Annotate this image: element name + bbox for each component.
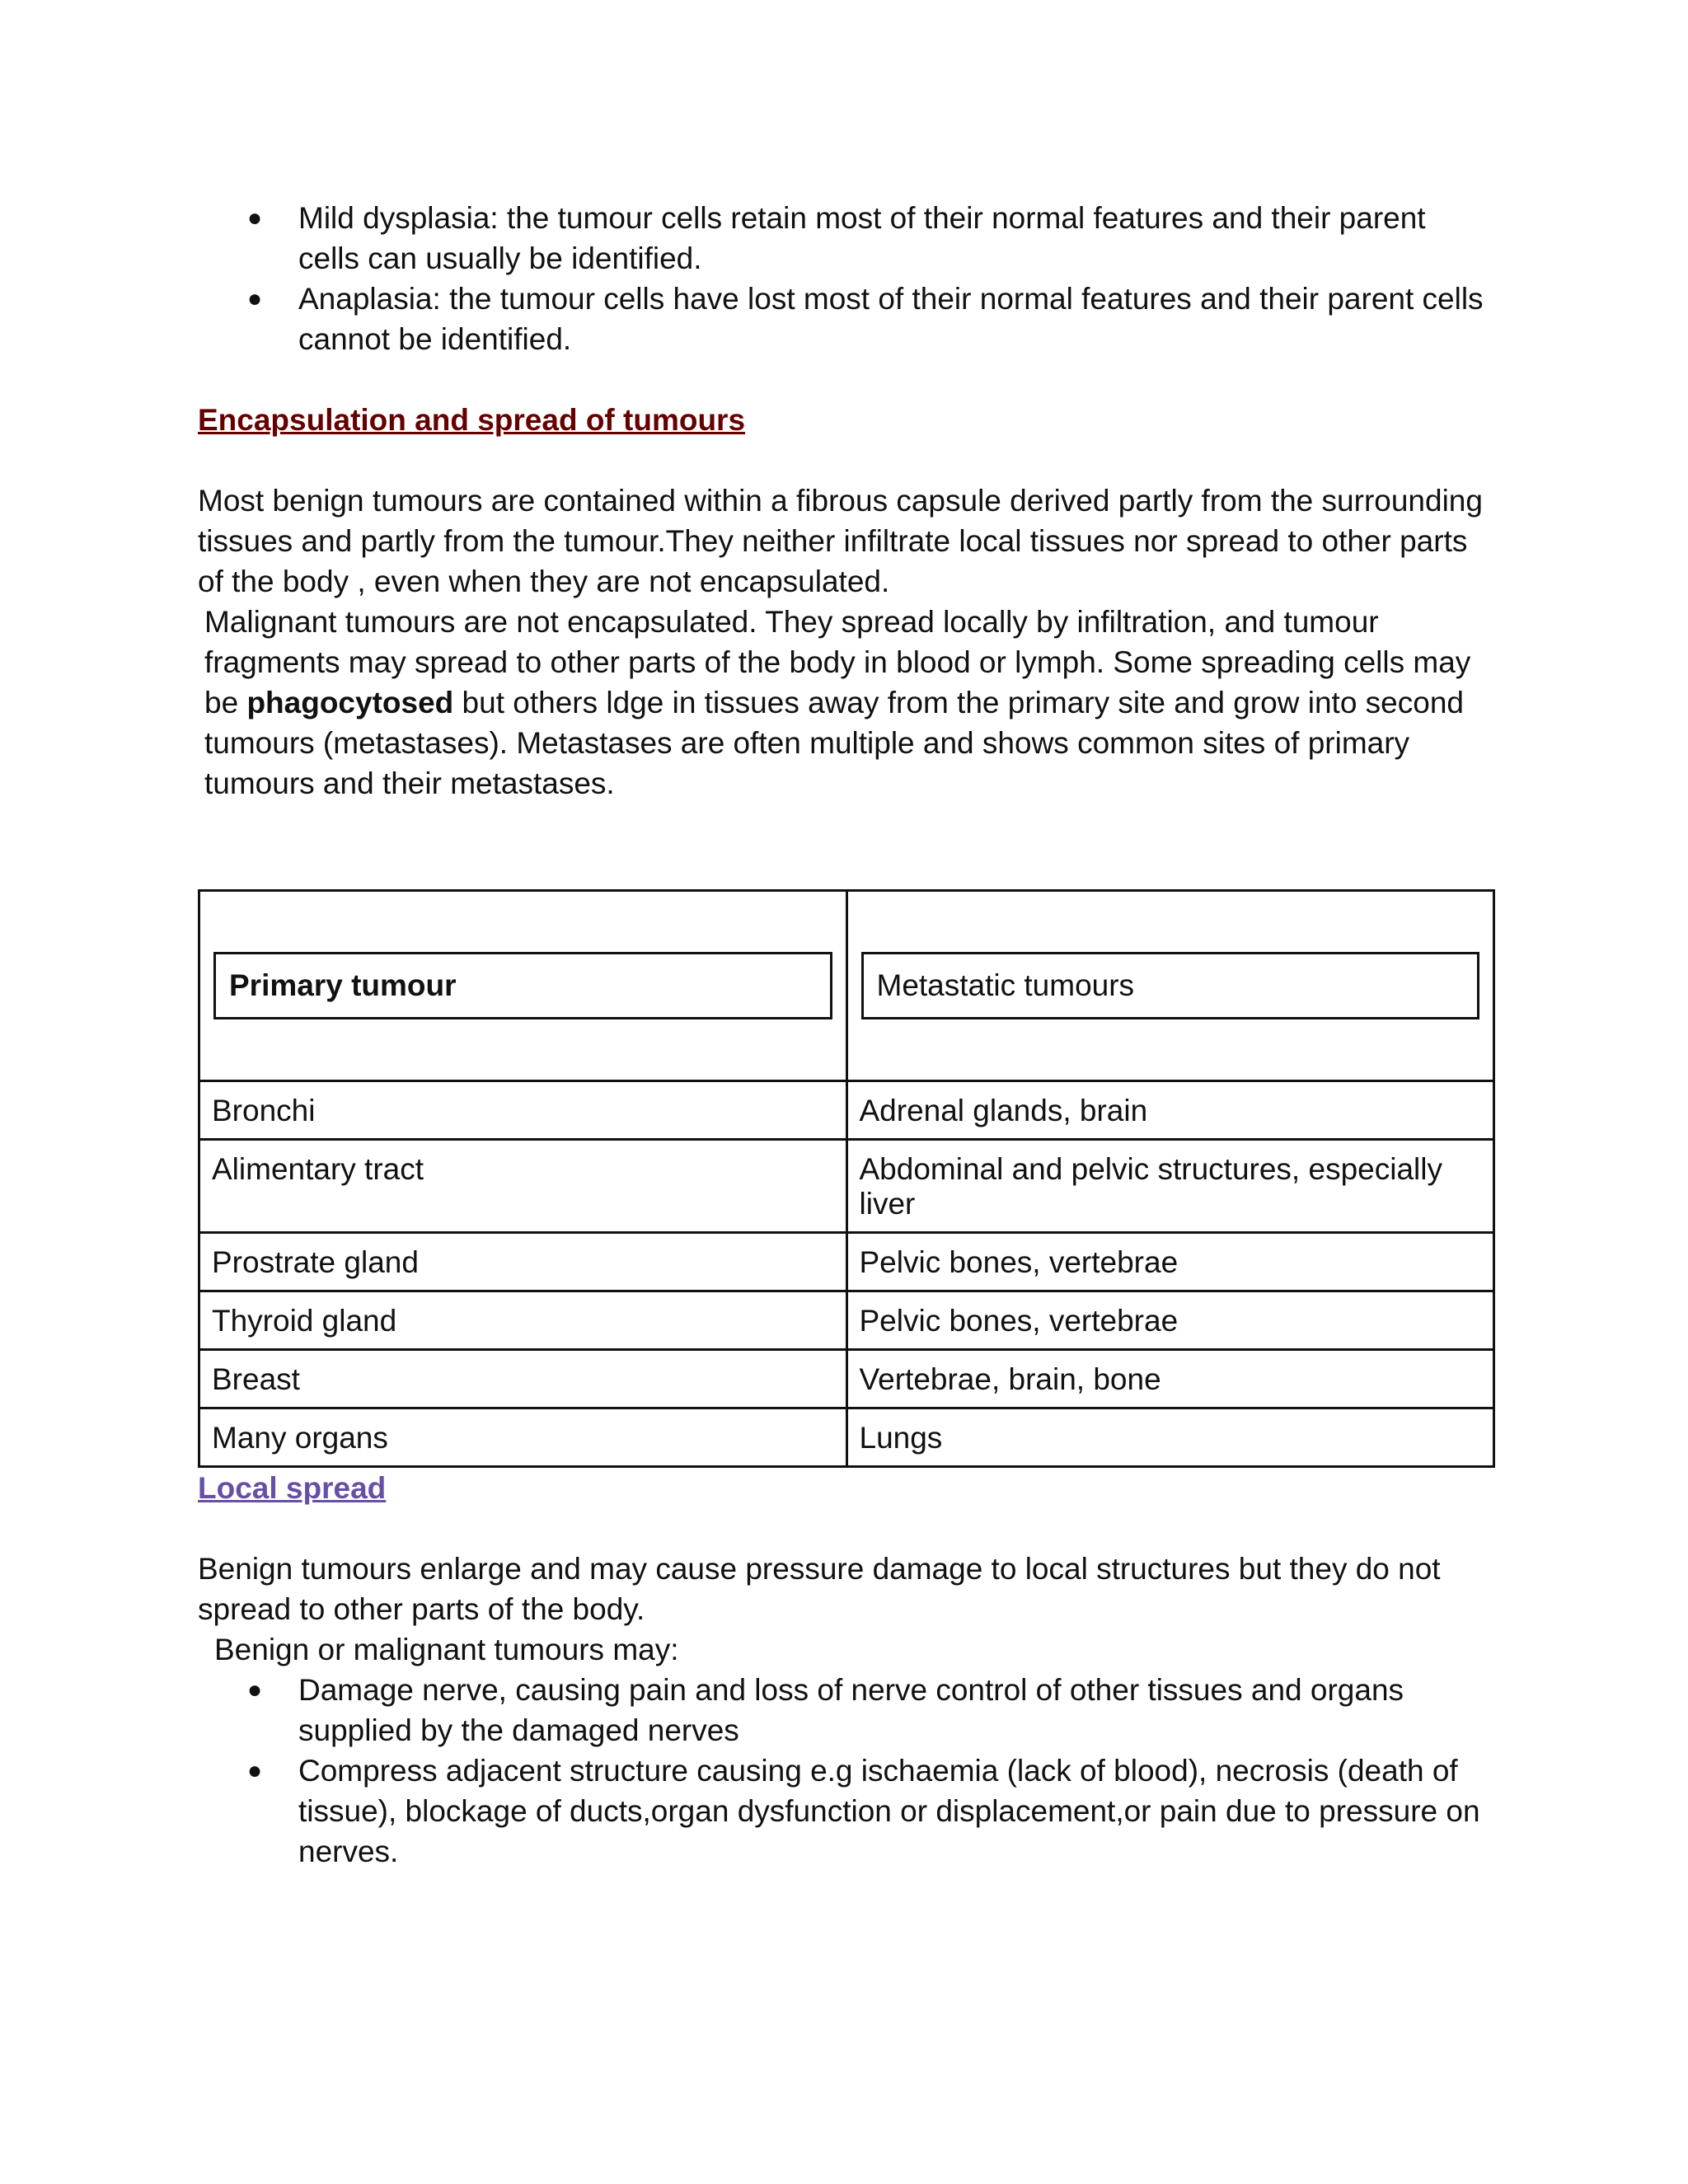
phagocytosed-term: phagocytosed [246,686,454,719]
table-row [199,1081,1494,1140]
table-cell-metastatic: Lungs [846,1408,1494,1467]
list-item [198,1750,1492,1872]
paragraph-text: Malignant tumours are not encapsulated. They spread locally by infiltration, and tumour fragments may spread to other parts of the body in blood or lymph. Some spreading cells may be [204,605,1471,719]
paragraph-benign-encapsulation: Most benign tumours are contained within a fibrous capsule derived partly from the surrounding tissues and partly from the tumour.They neither infiltrate local tissues nor spread to other parts of the body , even when they are not encapsulated. [198,484,1483,598]
table-header-row [199,891,1494,1081]
bullet-icon: ● [247,1676,263,1704]
table-row [199,1408,1494,1467]
table-cell-metastatic: Pelvic bones, vertebrae [846,1233,1494,1291]
paragraph-text: but others ldge in tissues away from the primary site and grow into second tumours (metastases). Metastases are often multiple and shows common sites of primary tumours and their metastases. [204,686,1464,800]
header-primary-tumour: Primary tumour [213,952,832,1019]
bullet-text: Compress adjacent structure causing e.g ischaemia (lack of blood), necrosis (death of tissue), blockage of ducts,organ dysfunction or displacement,or pain due to pressure on nerves. [298,1754,1480,1868]
metastasis-table [198,889,1495,1468]
table-cell-primary: Thyroid gland [199,1291,847,1350]
list-item [198,198,1492,279]
table-cell-metastatic: Adrenal glands, brain [846,1081,1494,1140]
local-effects-bullet-list [198,1670,1492,1872]
table-cell-primary: Prostrate gland [199,1233,847,1291]
bullet-icon: ● [247,204,263,232]
document-page [198,198,1492,1872]
table-row [199,1140,1494,1233]
table-row [199,1291,1494,1350]
bullet-text: Anaplasia: the tumour cells have lost most of their normal features and their parent cells cannot be identified. [298,282,1484,356]
table-header-cell [199,891,847,1081]
table-cell-metastatic: Pelvic bones, vertebrae [846,1291,1494,1350]
table-row [199,1233,1494,1291]
table-cell-primary: Breast [199,1350,847,1408]
table-cell-primary: Bronchi [199,1081,847,1140]
bullet-text: Mild dysplasia: the tumour cells retain most of their normal features and their parent cells can usually be identified. [298,201,1426,275]
section-heading-local-spread[interactable]: Local spread [198,1471,387,1505]
table-cell-metastatic: Vertebrae, brain, bone [846,1350,1494,1408]
bullet-text: Damage nerve, causing pain and loss of nerve control of other tissues and organs supplied by the damaged nerves [298,1673,1404,1747]
table-header-cell [846,891,1494,1081]
paragraph-benign-or-malignant: Benign or malignant tumours may: [214,1633,679,1666]
section-heading-encapsulation[interactable]: Encapsulation and spread of tumours [198,403,746,437]
bullet-icon: ● [247,285,263,312]
paragraph-malignant-spread [198,602,1492,804]
table-cell-primary: Alimentary tract [199,1140,847,1233]
paragraph-benign-enlarge: Benign tumours enlarge and may cause pressure damage to local structures but they do not spread to other parts of the body. [198,1552,1441,1626]
dysplasia-bullet-list [198,198,1492,359]
table-row [199,1350,1494,1408]
header-metastatic-tumours: Metastatic tumours [861,952,1480,1019]
list-item [198,1670,1492,1750]
list-item [198,279,1492,359]
table-cell-primary: Many organs [199,1408,847,1467]
bullet-icon: ● [247,1757,263,1784]
table-cell-metastatic: Abdominal and pelvic structures, especially liver [846,1140,1494,1233]
